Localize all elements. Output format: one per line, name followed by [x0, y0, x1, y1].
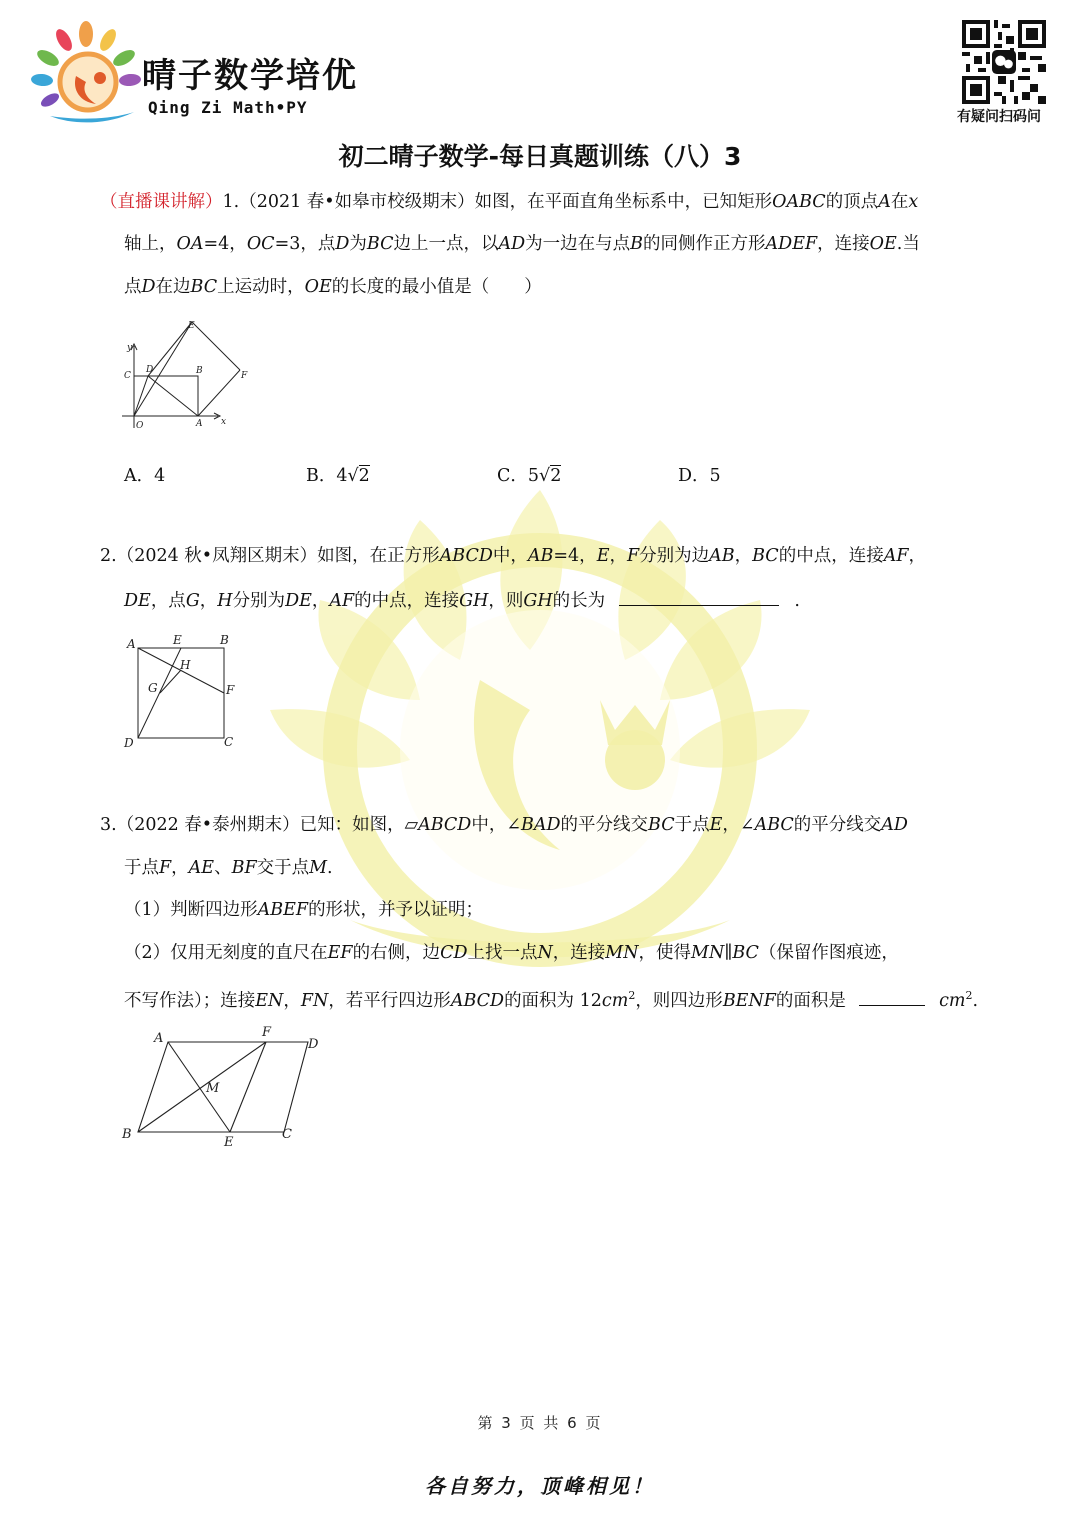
brand-name-cn: 晴子数学培优: [142, 56, 358, 96]
fig3-label-e: E: [224, 1135, 234, 1150]
footer-motto: 各自努力，顶峰相见！: [425, 1474, 655, 1498]
qr-caption: 有疑问扫码问: [957, 109, 1041, 125]
fig3-label-f: F: [262, 1025, 272, 1040]
q3-figure: [118, 1022, 328, 1152]
page-number: 第 3 页 共 6 页: [477, 1414, 603, 1432]
fig1-label-e: E: [188, 321, 195, 331]
fig2-label-a: A: [127, 637, 136, 651]
q1-line-2: 轴上，OA=4，OC=3，点D为BC边上一点，以AD为一边在与点B的同侧作正方形ADEF，连接OE.当: [124, 234, 920, 254]
q2-figure: [120, 630, 240, 754]
q1-option-c[interactable]: C．5√2: [497, 466, 562, 486]
brand-name-en: Qing Zi Math•PY: [148, 98, 308, 117]
q1-line-3: 点D在边BC上运动时，OE的长度的最小值是（ ）: [124, 277, 542, 297]
brand-logo-icon: [30, 20, 142, 128]
fig1-label-f: F: [241, 371, 248, 381]
fig1-label-a: A: [196, 419, 203, 429]
q3-answer-blank[interactable]: [859, 987, 925, 1006]
q3-part-1: （1）判断四边形ABEF的形状，并予以证明；: [124, 900, 484, 920]
fig1-label-y: y: [127, 343, 133, 353]
q2-answer-blank[interactable]: [619, 587, 779, 606]
fig3-label-a: A: [154, 1031, 164, 1046]
q1-option-b[interactable]: B．4√2: [306, 466, 370, 486]
fig2-label-d: D: [124, 736, 134, 750]
fig2-label-g: G: [148, 681, 158, 695]
q2-line-1: 2.（2024 秋•凤翔区期末）如图，在正方形ABCD中，AB=4，E，F分别为边AB，BC的中点，连接AF，: [100, 546, 926, 566]
q3-part-2: （2）仅用无刻度的直尺在EF的右侧，边CD上找一点N，连接MN，使得MN∥BC（保留作图痕迹，: [124, 943, 899, 963]
q1-line-1: （直播课讲解）1.（2021 春•如皋市校级期末）如图，在平面直角坐标系中，已知矩形OABC的顶点A在x: [100, 192, 919, 212]
fig1-label-o: O: [136, 421, 144, 431]
fig1-label-x: x: [221, 417, 227, 427]
q1-figure: [118, 318, 258, 436]
fig3-label-d: D: [308, 1037, 319, 1052]
sqrt-icon: √: [347, 466, 359, 486]
q3-part-2-cont: 不写作法）；连接EN，FN，若平行四边形ABCD的面积为 $12cm^2$，则四边形BENF的面积是 $cm^2$.: [124, 984, 978, 1013]
q2-line-2: DE，点G，H分别为DE，AF的中点，连接GH，则GH的长为 .: [124, 587, 800, 613]
q3-line-1: 3.（2022 春•泰州期末）已知：如图，▱ABCD中，∠BAD的平分线交BC于点E，∠ABC的平分线交AD: [100, 815, 908, 835]
fig3-label-b: B: [122, 1127, 132, 1142]
fig2-label-e: E: [173, 633, 182, 647]
q3-line-2: 于点F，AE、BF交于点M.: [124, 858, 333, 878]
fig3-label-c: C: [282, 1127, 292, 1142]
q1-live-tag: （直播课讲解）: [100, 192, 223, 212]
fig2-label-f: F: [226, 683, 235, 697]
qr-code[interactable]: [962, 20, 1046, 104]
fig1-label-b: B: [196, 366, 203, 376]
q1-option-d[interactable]: D．5: [678, 466, 721, 486]
fig2-label-b: B: [220, 633, 229, 647]
q1-option-a[interactable]: A．4: [124, 466, 166, 486]
sqrt-icon: √: [539, 466, 551, 486]
fig1-label-c: C: [124, 371, 131, 381]
fig2-label-c: C: [224, 735, 234, 749]
page-title: 初二晴子数学-每日真题训练（八）3: [338, 142, 742, 171]
fig3-label-m: M: [206, 1081, 220, 1096]
watermark-logo: [230, 450, 850, 1010]
fig1-label-d: D: [146, 365, 154, 375]
fig2-label-h: H: [180, 658, 191, 672]
